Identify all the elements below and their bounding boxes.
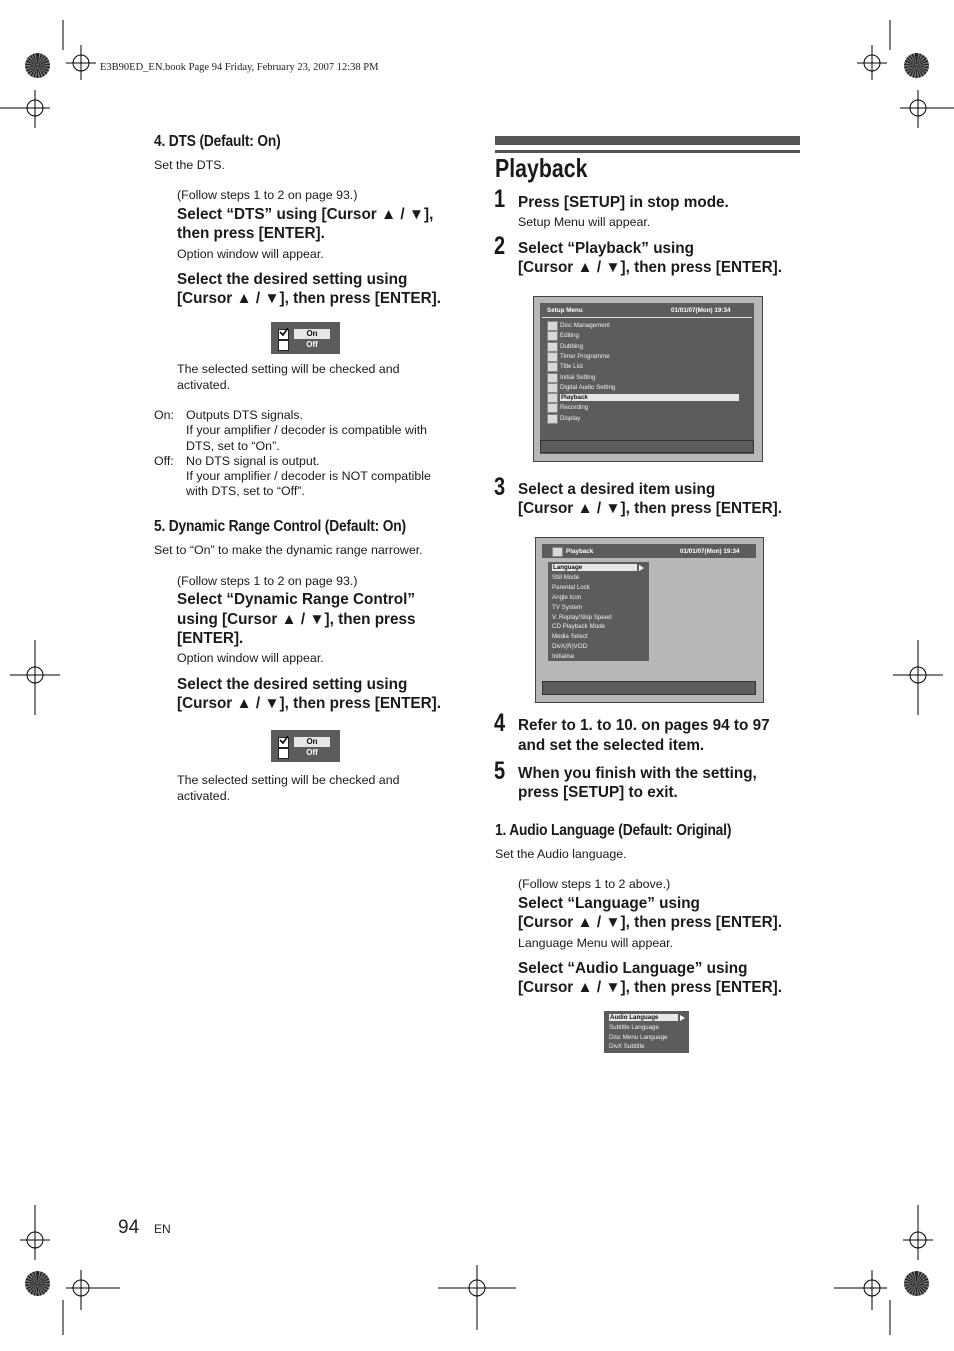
dts-description: Set the DTS. (154, 158, 225, 172)
step-number: 1 (494, 185, 506, 213)
drc-step1-line2: using [Cursor ▲ / ▼], then press (177, 611, 416, 628)
menu-item-icon (547, 403, 558, 413)
playback-menu-item: Angle Icon (552, 593, 582, 601)
step4-line1: Refer to 1. to 10. on pages 94 to 97 (518, 717, 770, 734)
screen-datetime: 01/01/07(Mon) 19:34 (680, 548, 740, 555)
language-menu-item: Disc Menu Language (609, 1033, 668, 1041)
language-menu-item: Audio Language (609, 1014, 678, 1021)
audio-language-description: Set the Audio language. (495, 847, 627, 861)
submenu-arrow-icon (639, 565, 644, 571)
dts-on-text1: Outputs DTS signals. (186, 408, 304, 422)
language-code: EN (154, 1222, 171, 1236)
dts-off-label: Off: (154, 454, 174, 468)
screen-datetime: 01/01/07(Mon) 19:34 (671, 307, 731, 314)
dts-step2-line2: [Cursor ▲ / ▼], then press [ENTER]. (177, 290, 442, 307)
step4-line2: and set the selected item. (518, 737, 705, 754)
checkbox-empty-icon (278, 340, 289, 351)
dts-off-text1: No DTS signal is output. (186, 454, 320, 468)
language-menu-box (604, 1011, 689, 1053)
setup-menu-item: Editing (560, 332, 579, 340)
setup-menu-item: Digital Audio Setting (560, 383, 616, 391)
dts-step1-line2: then press [ENTER]. (177, 225, 325, 242)
option-on: On (294, 737, 330, 747)
setup-menu-item: Display (560, 414, 581, 422)
playback-menu-item: Language (552, 564, 637, 571)
option-off: Off (306, 340, 318, 349)
audio-language-note: Language Menu will appear. (518, 936, 673, 950)
drc-step1-line3: [ENTER]. (177, 630, 244, 647)
dts-step2-line1: Select the desired setting using (177, 271, 408, 288)
dts-on-text3: DTS, set to “On”. (186, 439, 280, 453)
language-menu-item: DivX Subtitle (609, 1043, 645, 1051)
playback-menu-item: Parental Lock (552, 583, 590, 591)
title-divider (542, 317, 752, 318)
dts-off-text2: If your amplifier / decoder is NOT compatible (186, 469, 431, 483)
drc-step2-line1: Select the desired setting using (177, 676, 408, 693)
step-number: 5 (494, 757, 506, 785)
screen-title: Playback (566, 548, 594, 555)
setup-menu-item: Timer Programme (560, 352, 610, 360)
file-header-line: E3B90ED_EN.book Page 94 Friday, February 23, 2007 12:38 PM (100, 62, 379, 73)
menu-item-icon (547, 342, 558, 352)
playback-menu-item: CD Playback Mode (552, 623, 605, 631)
dts-option-note: Option window will appear. (177, 247, 324, 261)
audio-follow-note: (Follow steps 1 to 2 above.) (518, 877, 671, 891)
dts-heading: 4. DTS (Default: On) (154, 133, 281, 150)
step-number: 2 (494, 232, 506, 260)
option-on: On (294, 329, 330, 339)
drc-result-line1: The selected setting will be checked and (177, 773, 400, 787)
step5-line2: press [SETUP] to exit. (518, 784, 678, 801)
step-number: 4 (494, 709, 506, 737)
section-rule-thick (495, 136, 800, 145)
dts-result-line2: activated. (177, 378, 231, 392)
check-icon (278, 737, 289, 748)
status-bar (542, 681, 756, 695)
menu-item-icon (547, 331, 558, 341)
drc-result-line2: activated. (177, 789, 231, 803)
step1-note: Setup Menu will appear. (518, 215, 651, 229)
drc-follow-note: (Follow steps 1 to 2 on page 93.) (177, 574, 358, 588)
step2-line2: [Cursor ▲ / ▼], then press [ENTER]. (518, 259, 783, 276)
section-title: Playback (495, 153, 588, 183)
menu-item-icon (547, 373, 558, 383)
setup-menu-item: Initial Setting (560, 373, 596, 381)
setup-menu-item: Title List (560, 363, 583, 371)
step3-line1: Select a desired item using (518, 481, 716, 498)
playback-menu-screen (535, 537, 764, 703)
option-off: Off (306, 748, 318, 757)
dts-on-text2: If your amplifier / decoder is compatible with (186, 423, 428, 437)
playback-menu-item: Initialise (552, 653, 575, 661)
status-bar (540, 440, 754, 453)
audio-step2-line2: [Cursor ▲ / ▼], then press [ENTER]. (518, 979, 783, 996)
checkbox-empty-icon (278, 748, 289, 759)
setup-menu-screen (533, 296, 763, 462)
menu-item-icon (547, 414, 558, 424)
check-icon (278, 329, 289, 340)
language-menu-item: Subtitle Language (609, 1023, 659, 1031)
playback-menu-item: Still Mode (552, 573, 580, 581)
dts-option-window (271, 322, 340, 354)
setup-menu-item: Dubbing (560, 342, 584, 350)
audio-language-heading: 1. Audio Language (Default: Original) (495, 822, 732, 839)
step2-line1: Select “Playback” using (518, 240, 694, 257)
submenu-arrow-icon (680, 1015, 685, 1021)
audio-step2-line1: Select “Audio Language” using (518, 960, 748, 977)
dts-result-line1: The selected setting will be checked and (177, 362, 400, 376)
menu-item-icon (547, 393, 558, 403)
drc-description: Set to “On” to make the dynamic range narrower. (154, 543, 423, 557)
playback-icon (552, 547, 563, 557)
setup-menu-item: Recording (560, 404, 589, 412)
drc-heading: 5. Dynamic Range Control (Default: On) (154, 518, 406, 535)
page-number: 94 (118, 1217, 140, 1238)
screen-title: Setup Menu (547, 307, 583, 314)
menu-item-icon (547, 321, 558, 331)
drc-option-window (271, 730, 340, 762)
step3-line2: [Cursor ▲ / ▼], then press [ENTER]. (518, 500, 783, 517)
step1-text: Press [SETUP] in stop mode. (518, 194, 729, 211)
dts-step1-line1: Select “DTS” using [Cursor ▲ / ▼], (177, 206, 434, 223)
drc-step1-line1: Select “Dynamic Range Control” (177, 591, 416, 608)
dts-on-label: On: (154, 408, 174, 422)
dts-follow-note: (Follow steps 1 to 2 on page 93.) (177, 188, 358, 202)
dts-off-text3: with DTS, set to “Off”. (186, 484, 305, 498)
playback-menu-item: DivX(R)VOD (552, 643, 588, 651)
playback-menu-item: TV System (552, 603, 583, 611)
playback-menu-item: Media Select (552, 633, 588, 641)
step-number: 3 (494, 473, 506, 501)
audio-step1-line1: Select “Language” using (518, 895, 700, 912)
audio-step1-line2: [Cursor ▲ / ▼], then press [ENTER]. (518, 914, 783, 931)
playback-menu-item: V. Replay/Skip Speed (552, 613, 612, 621)
menu-item-icon (547, 362, 558, 372)
menu-item-icon (547, 383, 558, 393)
step5-line1: When you finish with the setting, (518, 765, 757, 782)
drc-option-note: Option window will appear. (177, 651, 324, 665)
setup-menu-item: Disc Management (560, 322, 610, 329)
menu-item-icon (547, 352, 558, 362)
setup-menu-item: Playback (560, 394, 739, 401)
drc-step2-line2: [Cursor ▲ / ▼], then press [ENTER]. (177, 695, 442, 712)
